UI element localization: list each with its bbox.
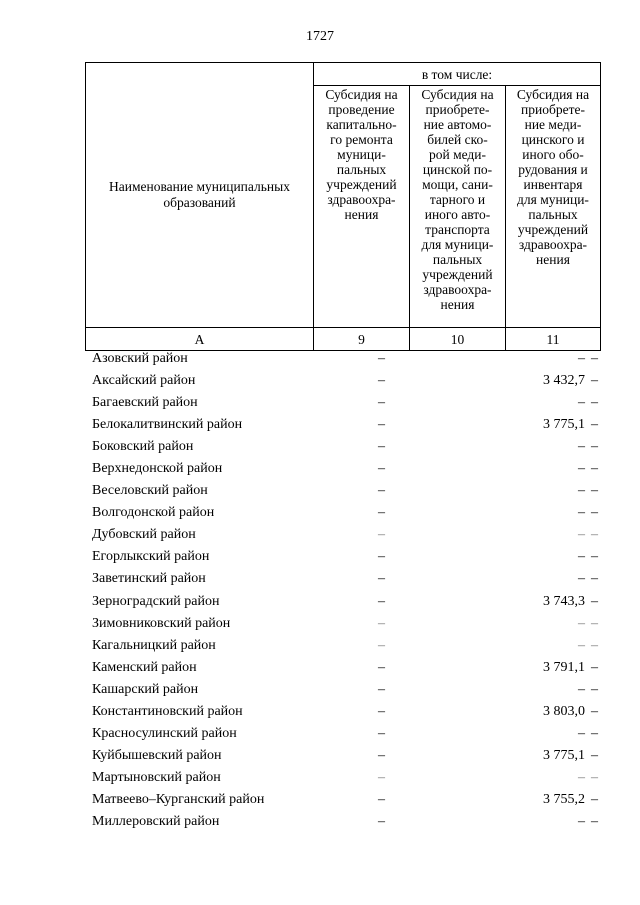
value-col-10: 3 775,1 bbox=[543, 747, 585, 763]
value-col-10: 3 791,1 bbox=[543, 659, 585, 675]
value-col-10: – bbox=[578, 351, 585, 366]
table-header bbox=[85, 62, 601, 351]
value-col-11: – bbox=[591, 659, 598, 675]
municipality-name: Константиновский район bbox=[92, 703, 243, 719]
header-line: иного обо- bbox=[522, 147, 584, 162]
value-col-9: – bbox=[378, 813, 385, 829]
value-col-11: – bbox=[591, 373, 598, 389]
value-col-10: – bbox=[578, 725, 585, 741]
table-row bbox=[85, 349, 600, 371]
table-row bbox=[85, 680, 600, 702]
municipality-name: Кагальницкий район bbox=[92, 637, 216, 653]
value-col-9: – bbox=[378, 373, 385, 389]
municipality-name: Зерноградский район bbox=[92, 593, 220, 609]
header-line: ние меди- bbox=[524, 117, 582, 132]
header-line: учреждений bbox=[517, 222, 589, 237]
header-line: го ремонта bbox=[330, 132, 393, 147]
municipality-name: Каменский район bbox=[92, 659, 197, 675]
value-col-9: – bbox=[378, 593, 385, 609]
value-col-9: – bbox=[378, 769, 385, 785]
value-col-9: – bbox=[378, 637, 385, 653]
table-row bbox=[85, 503, 600, 525]
municipality-name: Белокалитвинский район bbox=[92, 417, 243, 433]
table-body bbox=[85, 349, 600, 834]
value-col-9: – bbox=[378, 571, 385, 587]
header-line: цинского и bbox=[521, 132, 585, 147]
table-row bbox=[85, 658, 600, 680]
column-header-9 bbox=[314, 86, 410, 328]
municipality-name: Матвеево–Курганский район bbox=[92, 791, 265, 807]
header-line: здравоохра- bbox=[518, 237, 588, 252]
header-line: билей ско- bbox=[427, 132, 488, 147]
value-col-10: – bbox=[578, 483, 585, 499]
value-col-11: – bbox=[591, 505, 598, 521]
value-col-10: 3 755,2 bbox=[543, 791, 585, 807]
value-col-11: – bbox=[591, 681, 598, 697]
municipality-name: Мартыновский район bbox=[92, 769, 221, 785]
municipality-name: Волгодонской район bbox=[92, 505, 215, 521]
value-col-9: – bbox=[378, 791, 385, 807]
value-col-11: – bbox=[591, 461, 598, 477]
value-col-10: – bbox=[578, 813, 585, 829]
header-line: здравоохра- bbox=[327, 192, 396, 207]
value-col-11: – bbox=[591, 571, 598, 587]
column-header-11 bbox=[506, 86, 601, 328]
page-number: 1727 bbox=[306, 29, 334, 44]
header-line: нения bbox=[440, 297, 475, 312]
value-col-9: – bbox=[378, 549, 385, 565]
value-col-11: – bbox=[591, 549, 598, 565]
header-line: пальных bbox=[336, 162, 387, 177]
value-col-9: – bbox=[378, 505, 385, 521]
header-line: для муници- bbox=[421, 237, 494, 252]
table-row bbox=[85, 724, 600, 746]
header-line: приобрете- bbox=[425, 102, 490, 117]
table-row bbox=[85, 768, 600, 790]
municipality-name: Кашарский район bbox=[92, 681, 199, 697]
municipality-name: Заветинский район bbox=[92, 571, 206, 587]
table-row bbox=[85, 636, 600, 658]
value-col-10: 3 743,3 bbox=[543, 593, 585, 609]
value-col-11: – bbox=[591, 747, 598, 763]
value-col-9: – bbox=[378, 351, 385, 366]
value-col-10: – bbox=[578, 505, 585, 521]
value-col-11: – bbox=[591, 351, 598, 366]
header-line: Субсидия на bbox=[516, 87, 590, 102]
value-col-10: – bbox=[578, 439, 585, 455]
value-col-11: – bbox=[591, 439, 598, 455]
value-col-11: – bbox=[591, 703, 598, 719]
municipality-name: Азовский район bbox=[92, 351, 188, 366]
header-line: мощи, сани- bbox=[422, 177, 493, 192]
value-col-10: – bbox=[578, 549, 585, 565]
value-col-10: – bbox=[578, 769, 585, 785]
header-line: учреждений bbox=[326, 177, 397, 192]
table-row bbox=[85, 437, 600, 459]
value-col-10: – bbox=[578, 527, 585, 543]
table-row bbox=[85, 481, 600, 503]
table-row bbox=[85, 614, 600, 636]
value-col-11: – bbox=[591, 615, 598, 631]
value-col-10: – bbox=[578, 571, 585, 587]
value-col-10: – bbox=[578, 637, 585, 653]
value-col-10: 3 775,1 bbox=[543, 417, 585, 433]
table-row bbox=[85, 569, 600, 591]
table-row bbox=[85, 525, 600, 547]
header-line: муници- bbox=[337, 147, 386, 162]
municipality-name: Егорлыкский район bbox=[92, 549, 210, 565]
value-col-10: 3 803,0 bbox=[543, 703, 585, 719]
table-row bbox=[85, 393, 600, 415]
value-col-11: – bbox=[591, 483, 598, 499]
municipality-name: Зимовниковский район bbox=[92, 615, 231, 631]
value-col-9: – bbox=[378, 439, 385, 455]
table-row bbox=[85, 459, 600, 481]
group-header: в том числе: bbox=[314, 63, 601, 86]
table-row bbox=[85, 415, 600, 437]
value-col-11: – bbox=[591, 593, 598, 609]
column-number-10: 10 bbox=[410, 328, 506, 351]
table-row bbox=[85, 371, 600, 393]
value-col-11: – bbox=[591, 725, 598, 741]
header-line: ние автомо- bbox=[423, 117, 492, 132]
header-line: для муници- bbox=[517, 192, 589, 207]
value-col-9: – bbox=[378, 483, 385, 499]
header-line: тарного и bbox=[429, 192, 486, 207]
table-row bbox=[85, 547, 600, 569]
table-row bbox=[85, 746, 600, 768]
value-col-9: – bbox=[378, 659, 385, 675]
municipality-name: Дубовский район bbox=[92, 527, 196, 543]
table-row bbox=[85, 702, 600, 724]
municipality-name: Миллеровский район bbox=[92, 813, 220, 829]
table-row bbox=[85, 812, 600, 834]
header-line: здравоохра- bbox=[423, 282, 492, 297]
header-line: приобрете- bbox=[521, 102, 585, 117]
header-line: капитально- bbox=[326, 117, 397, 132]
value-col-10: – bbox=[578, 615, 585, 631]
header-line: рой меди- bbox=[428, 147, 487, 162]
header-line: пальных bbox=[528, 207, 578, 222]
value-col-9: – bbox=[378, 417, 385, 433]
value-col-10: – bbox=[578, 461, 585, 477]
value-col-9: – bbox=[378, 725, 385, 741]
municipality-name: Аксайский район bbox=[92, 373, 196, 389]
value-col-9: – bbox=[378, 703, 385, 719]
column-number-11: 11 bbox=[506, 328, 601, 351]
table-row bbox=[85, 790, 600, 812]
value-col-11: – bbox=[591, 769, 598, 785]
header-line: транспорта bbox=[425, 222, 490, 237]
header-line: нения bbox=[536, 252, 570, 267]
value-col-9: – bbox=[378, 615, 385, 631]
value-col-11: – bbox=[591, 791, 598, 807]
value-col-11: – bbox=[591, 395, 598, 411]
value-col-11: – bbox=[591, 637, 598, 653]
value-col-11: – bbox=[591, 417, 598, 433]
header-line: Субсидия на bbox=[325, 87, 398, 102]
name-column-header: Наименование муниципальных образований bbox=[86, 63, 314, 328]
header-line: цинской по- bbox=[422, 162, 493, 177]
value-col-11: – bbox=[591, 527, 598, 543]
column-number-a: А bbox=[86, 328, 314, 351]
header-line: проведение bbox=[328, 102, 395, 117]
header-line: инвентаря bbox=[523, 177, 583, 192]
value-col-9: – bbox=[378, 527, 385, 543]
header-line: пальных bbox=[432, 252, 483, 267]
value-col-11: – bbox=[591, 813, 598, 829]
municipality-name: Багаевский район bbox=[92, 395, 198, 411]
value-col-10: – bbox=[578, 681, 585, 697]
table-row bbox=[85, 592, 600, 614]
header-line: учреждений bbox=[422, 267, 493, 282]
value-col-9: – bbox=[378, 461, 385, 477]
header-line: Субсидия на bbox=[421, 87, 494, 102]
municipality-name: Верхнедонской район bbox=[92, 461, 223, 477]
column-header-10 bbox=[410, 86, 506, 328]
header-line: нения bbox=[344, 207, 379, 222]
header-line: рудования и bbox=[518, 162, 588, 177]
value-col-10: 3 432,7 bbox=[543, 373, 585, 389]
municipality-name: Веселовский район bbox=[92, 483, 208, 499]
value-col-10: – bbox=[578, 395, 585, 411]
municipality-name: Боковский район bbox=[92, 439, 194, 455]
header-line: иного авто- bbox=[424, 207, 491, 222]
value-col-9: – bbox=[378, 681, 385, 697]
value-col-9: – bbox=[378, 747, 385, 763]
municipality-name: Красносулинский район bbox=[92, 725, 237, 741]
value-col-9: – bbox=[378, 395, 385, 411]
municipality-name: Куйбышевский район bbox=[92, 747, 222, 763]
column-number-9: 9 bbox=[314, 328, 410, 351]
